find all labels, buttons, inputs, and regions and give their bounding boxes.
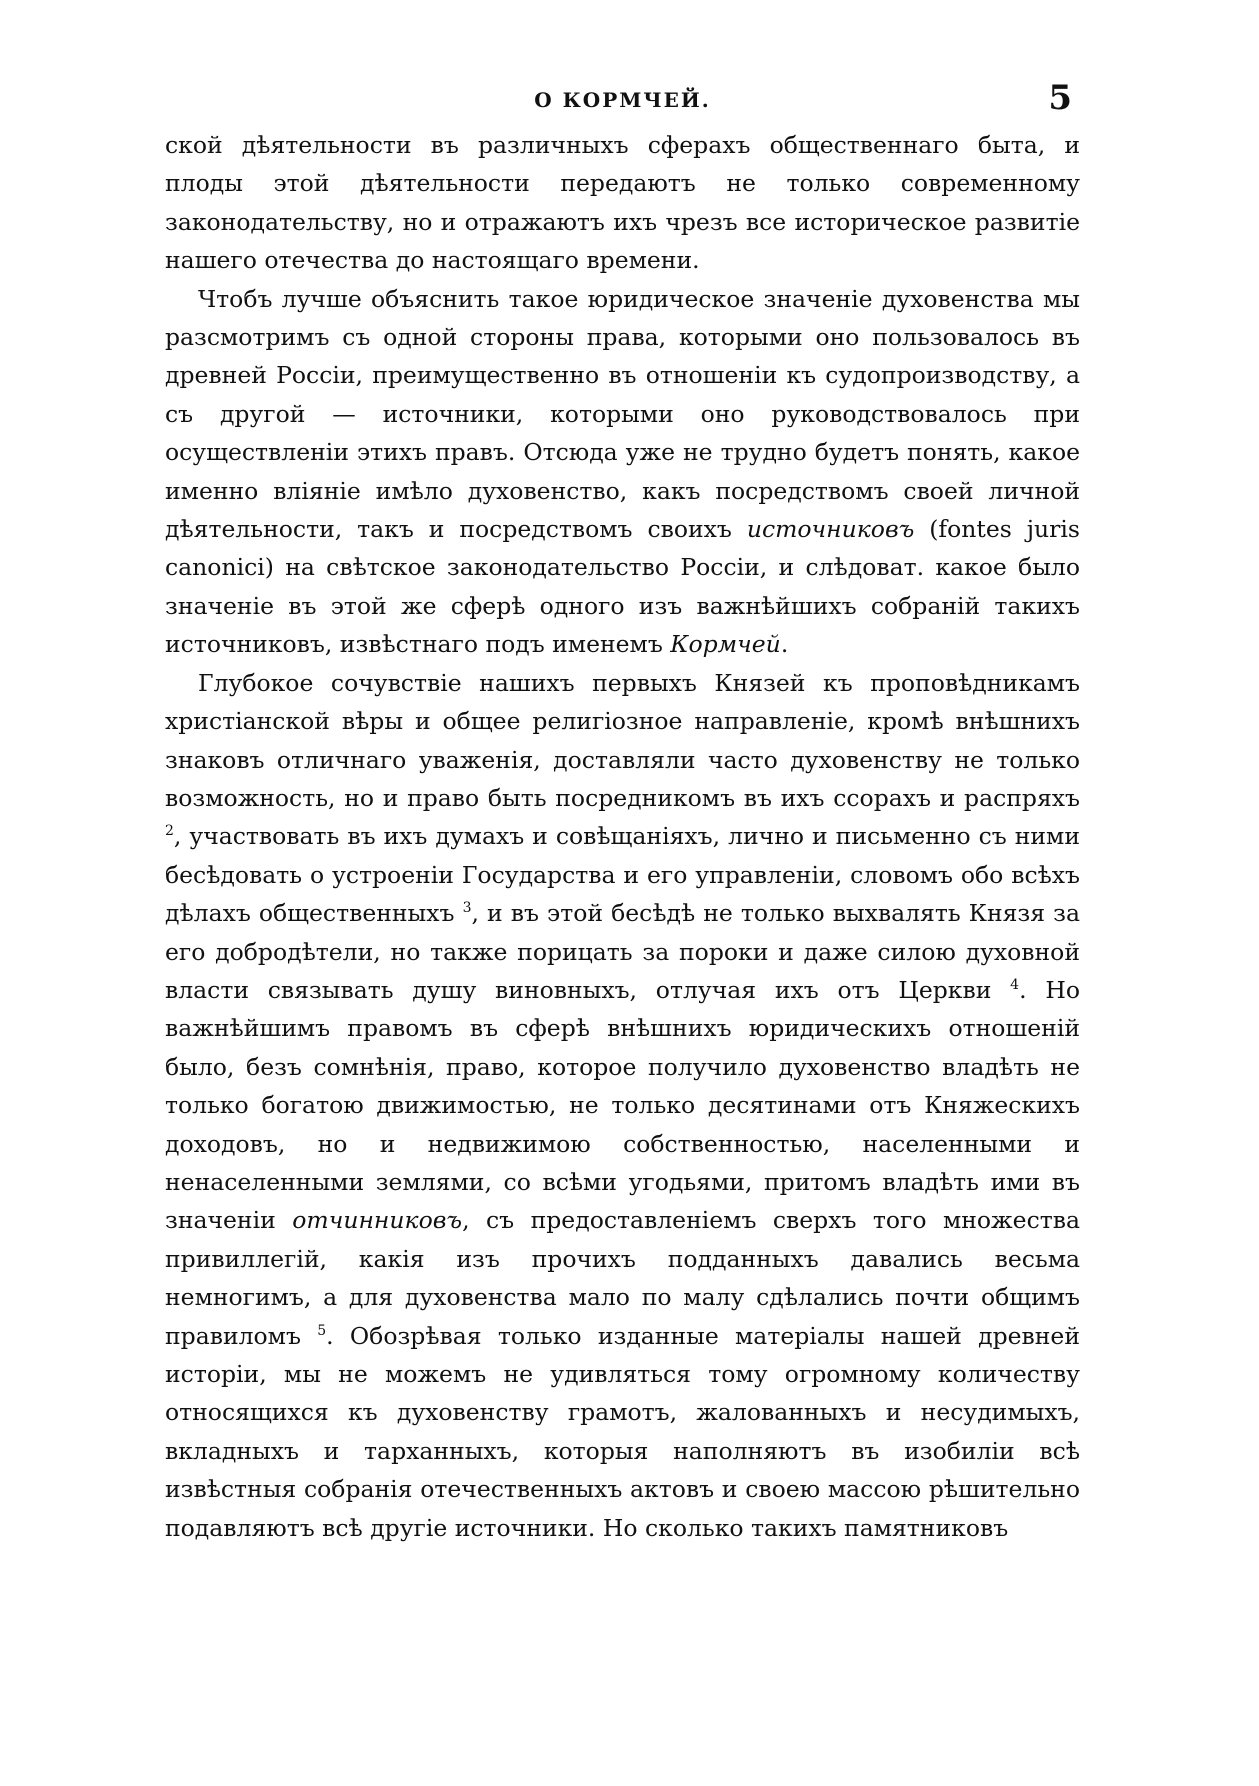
footnote-ref-3: 3 [462,900,472,917]
paragraph-2-part-3: . [780,630,789,659]
paragraph-3-part-4: . Но важнѣйшимъ правомъ въ сферѣ внѣшнихъ юридическихъ отношенiй было, безъ сомнѣнiя, право, которое получило духовенство владѣть не только богатою движимостью, не только десятинами отъ Княжескихъ доходовъ, но и недвижимою собственностью, населенными и ненаселенными землями, со всѣми угодьями, притомъ владѣть ими въ значенiи [165,975,1080,1235]
italic-term-kormchei: Кормчей [670,630,781,659]
paragraph-3-part-1: Глубокое сочувствiе нашихъ первыхъ Князей къ проповѣдникамъ христiанской вѣры и общее религiозное направленiе, кромѣ внѣшнихъ знаковъ отличнаго уваженiя, доставляли часто духовенству не только возможность, но и право быть посредникомъ въ ихъ ссорахъ и распряхъ [165,668,1080,812]
italic-term-otchinnikov: отчинниковъ [292,1206,463,1235]
paragraph-2-part-1: Чтобъ лучше объяснить такое юридическое значенiе духовенства мы разсмотримъ съ одной стороны права, которыми оно пользовалось въ древней Россiи, преимущественно въ отношенiи къ судопроизводству, а съ другой — источники, которыми оно руководствовалось при осуществленiи этихъ правъ. Отсюда уже не трудно будетъ понять, какое именно влiянiе имѣло духовенство, какъ посредствомъ своей личной дѣятельности, такъ и посредствомъ своихъ [165,284,1080,544]
paragraph-3-part-3: , и въ этой бесѣдѣ не только выхвалять Князя за его добродѣтели, но также порицать за пороки и даже силою духовной власти связывать душу виновныхъ, отлучая ихъ отъ Церкви [165,899,1080,1004]
italic-term-istochnikov: источниковъ [746,515,915,544]
book-page [165,70,1080,1547]
paragraph-1-text: ской дѣятельности въ различныхъ сферахъ общественнаго быта, и плоды этой дѣятельности передаютъ не только современному законодательству, но и отражаютъ ихъ чрезъ все историческое развитiе нашего отечества до настоящаго времени. [165,131,1080,275]
running-head [165,70,1080,120]
paragraph-1 [165,126,1080,280]
paragraph-2-part-2: (fontes juris canonici) на свѣтское законодательство Россiи, и слѣдоват. какое было значенiе въ этой же сферѣ одного изъ важнѣйшихъ собранiй такихъ источниковъ, извѣстнаго подъ именемъ [165,515,1080,659]
paragraph-3-part-6: . Обозрѣвая только изданные матерiалы нашей древней исторiи, мы не можемъ не удивляться тому огромному количеству относящихся къ духовенству грамотъ, жалованныхъ и несудимыхъ, вкладныхъ и тарханныхъ, которыя наполняютъ въ изобилiи всѣ извѣстныя собранiя отечественныхъ актовъ и своею массою рѣшительно подавляютъ всѣ другiе источники. Но сколько такихъ памятниковъ [165,1321,1080,1542]
running-title: О КОРМЧЕЙ. [534,88,711,112]
page-number: 5 [1048,78,1072,118]
paragraph-3-part-5: , съ предоставленiемъ сверхъ того множества привиллегiй, какiя изъ прочихъ подданныхъ давались весьма немногимъ, а для духовенства мало по малу сдѣлались почти общимъ правиломъ [165,1206,1080,1350]
paragraph-3 [165,664,1080,1547]
footnote-ref-4: 4 [1010,976,1020,993]
paragraph-2 [165,280,1080,664]
footnote-ref-5: 5 [317,1322,327,1339]
footnote-ref-2: 2 [165,823,174,840]
body-text [165,126,1080,1547]
paragraph-3-part-2: , участвовать въ ихъ думахъ и совѣщанiяхъ, лично и письменно съ ними бесѣдовать о устроенiи Государства и его управленiи, словомъ обо всѣхъ дѣлахъ общественныхъ [165,822,1080,928]
